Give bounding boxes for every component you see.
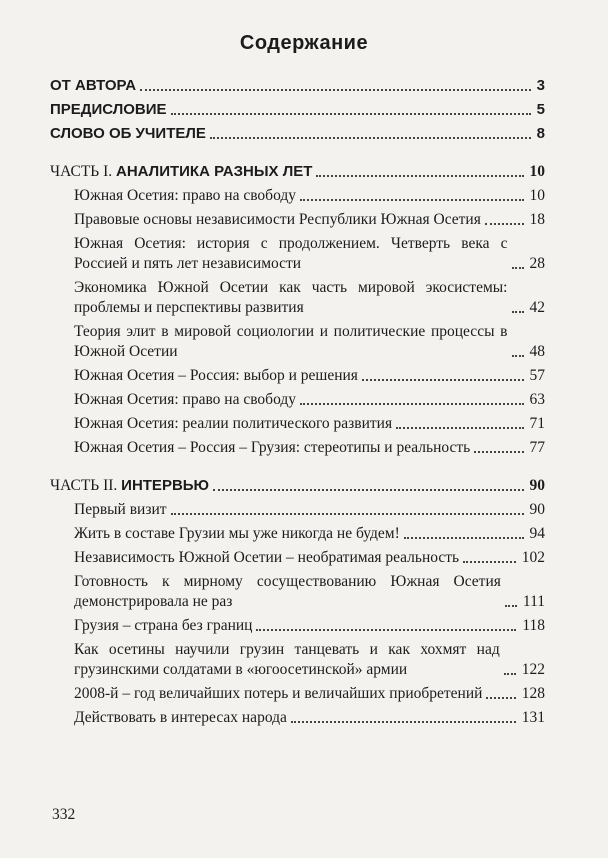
toc-entry[interactable] <box>50 500 545 520</box>
toc-entry-label: Первый визит <box>74 501 167 518</box>
toc-part-title <box>50 476 209 496</box>
dot-leader <box>474 451 523 453</box>
toc-entry-page: 122 <box>521 661 545 678</box>
dot-leader <box>362 379 524 381</box>
toc-entry[interactable] <box>50 234 545 274</box>
toc-entry-page: 77 <box>529 439 545 456</box>
toc-entry-label: Как осетины научили грузин танцевать и как хохмят над грузинскими солдатами в «югоосетинской» армии <box>74 641 500 678</box>
toc-entry-label: Экономика Южной Осетии как часть мировой экосистемы: проблемы и перспективы развития <box>74 279 508 316</box>
toc-entry-page: 128 <box>521 685 545 702</box>
toc-entry-label: ПРЕДИСЛОВИЕ <box>50 101 167 118</box>
toc-entry-page: 118 <box>522 617 545 634</box>
toc-entry-page: 94 <box>529 525 545 542</box>
toc-entry-page: 57 <box>529 367 545 384</box>
dot-leader <box>505 605 517 607</box>
toc-entry[interactable] <box>50 684 545 704</box>
toc-entry-label: 2008-й – год величайших потерь и величайших приобретений <box>74 685 483 702</box>
toc-entry-page: 42 <box>529 299 545 316</box>
toc-entry-page: 71 <box>529 415 545 432</box>
toc-entry[interactable] <box>50 438 545 458</box>
toc-entry[interactable] <box>50 548 545 568</box>
toc-entry[interactable] <box>50 278 545 318</box>
toc-part-prefix: ЧАСТЬ I. <box>50 163 116 180</box>
toc-entry-page: 48 <box>529 343 545 360</box>
toc-part-page: 90 <box>529 477 545 494</box>
toc-entry[interactable] <box>50 524 545 544</box>
toc-entry[interactable] <box>50 572 545 612</box>
toc-entry[interactable] <box>50 708 545 728</box>
toc-entry-label: СЛОВО ОБ УЧИТЕЛЕ <box>50 125 206 142</box>
toc-part-title <box>50 162 312 182</box>
toc-part-page: 10 <box>529 163 545 180</box>
dot-leader <box>210 137 531 139</box>
table-of-contents <box>50 76 545 732</box>
toc-entry-label: Готовность к мирному сосуществованию Южная Осетия демонстрировала не раз <box>74 573 501 610</box>
toc-entry[interactable] <box>50 616 545 636</box>
dot-leader <box>512 311 524 313</box>
toc-entry-page: 5 <box>536 101 545 118</box>
dot-leader <box>171 113 531 115</box>
dot-leader <box>140 89 531 91</box>
dot-leader <box>512 355 524 357</box>
toc-entry-label: Грузия – страна без границ <box>74 617 253 634</box>
toc-entry-page: 10 <box>529 187 545 204</box>
toc-entry-teacher[interactable] <box>50 124 545 144</box>
toc-part-heading[interactable] <box>50 476 545 496</box>
dot-leader <box>463 561 516 563</box>
toc-entry[interactable] <box>50 366 545 386</box>
dot-leader <box>316 175 523 177</box>
toc-entry-label: Жить в составе Грузии мы уже никогда не будем! <box>74 525 400 542</box>
dot-leader <box>396 427 523 429</box>
dot-leader <box>171 513 524 515</box>
dot-leader <box>300 199 523 201</box>
toc-parts <box>50 162 545 728</box>
page-title: Содержание <box>239 32 369 54</box>
toc-part-prefix: ЧАСТЬ II. <box>50 477 122 494</box>
dot-leader <box>512 267 524 269</box>
toc-entry[interactable] <box>50 210 545 230</box>
toc-entry-label: Южная Осетия – Россия – Грузия: стереотипы и реальность <box>74 439 471 456</box>
toc-entry-preface[interactable] <box>50 100 545 120</box>
toc-part-name: АНАЛИТИКА РАЗНЫХ ЛЕТ <box>116 163 313 180</box>
toc-entry[interactable] <box>50 414 545 434</box>
spacer <box>50 462 545 470</box>
toc-entry-page: 28 <box>529 255 545 272</box>
toc-entry-label: Южная Осетия: реалии политического развития <box>74 415 393 432</box>
toc-entry-page: 3 <box>536 77 545 94</box>
toc-entry-label: Теория элит в мировой социологии и политические процессы в Южной Осетии <box>74 323 508 360</box>
toc-entry-page: 131 <box>521 709 545 726</box>
toc-entry-page: 111 <box>522 593 545 610</box>
toc-entry-page: 102 <box>521 549 545 566</box>
dot-leader <box>504 673 516 675</box>
toc-entry[interactable] <box>50 640 545 680</box>
toc-entry-page: 18 <box>529 211 545 228</box>
dot-leader <box>291 721 516 723</box>
dot-leader <box>213 489 523 491</box>
spacer <box>50 148 545 156</box>
dot-leader <box>404 537 524 539</box>
toc-entry-page: 90 <box>529 501 545 518</box>
dot-leader <box>256 629 516 631</box>
dot-leader <box>485 223 524 225</box>
toc-entry[interactable] <box>50 390 545 410</box>
toc-entry-label: Действовать в интересах народа <box>74 709 287 726</box>
toc-part-heading[interactable] <box>50 162 545 182</box>
toc-entry-label: Правовые основы независимости Республики Южная Осетия <box>74 211 481 228</box>
dot-leader <box>486 697 515 699</box>
toc-entry-label: Южная Осетия: право на свободу <box>74 391 297 408</box>
toc-entry[interactable] <box>50 186 545 206</box>
toc-entry-page: 8 <box>536 125 545 142</box>
toc-entry-label: Южная Осетия: история с продолжением. Четверть века с Россией и пять лет независимости <box>74 235 508 272</box>
top-entries <box>50 76 545 144</box>
page-number: 332 <box>52 806 76 823</box>
toc-entry-page: 63 <box>529 391 545 408</box>
toc-part-name: ИНТЕРВЬЮ <box>121 477 210 494</box>
toc-entry-label: Южная Осетия: право на свободу <box>74 187 297 204</box>
toc-entry-author[interactable] <box>50 76 545 96</box>
toc-entry[interactable] <box>50 322 545 362</box>
toc-entry-label: Южная Осетия – Россия: выбор и решения <box>74 367 358 384</box>
toc-entry-label: Независимость Южной Осетии – необратимая реальность <box>74 549 460 566</box>
toc-entry-label: ОТ АВТОРА <box>50 77 137 94</box>
dot-leader <box>300 403 523 405</box>
